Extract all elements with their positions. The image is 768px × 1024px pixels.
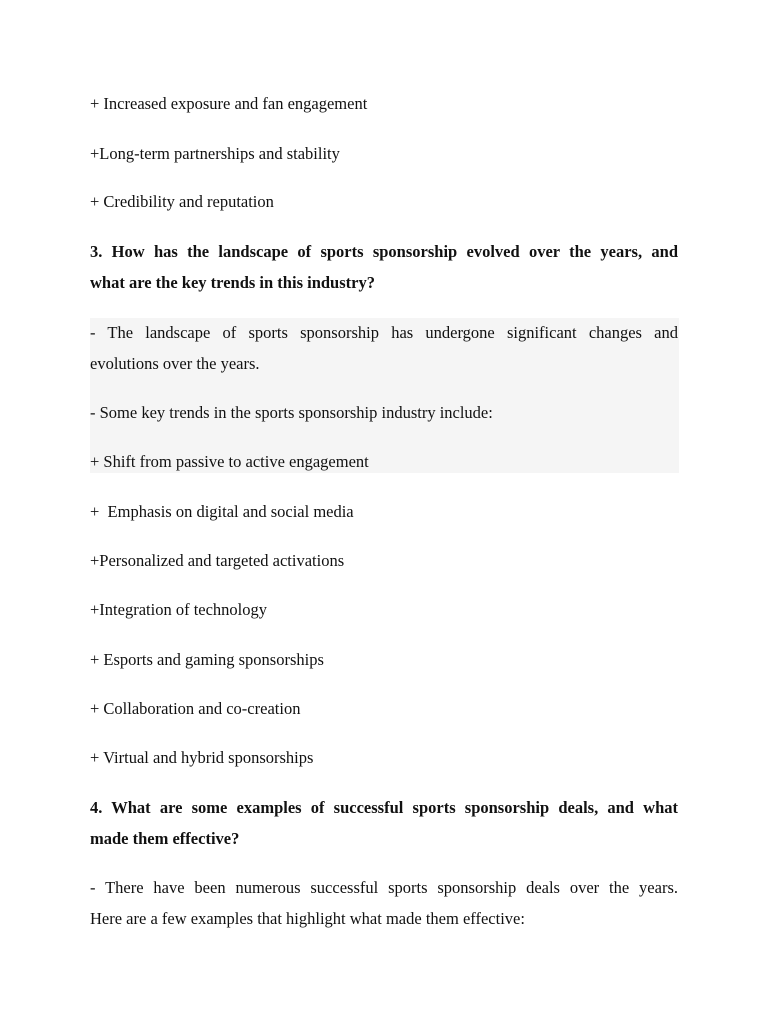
answer-3-line-1: - The landscape of sports sponsorship has undergone significant changes and <box>90 323 678 342</box>
answer-3-line-2: evolutions over the years. <box>90 354 260 373</box>
bullet-credibility: + Credibility and reputation <box>90 192 274 211</box>
answer-4-line-2: Here are a few examples that highlight what made them effective: <box>90 909 525 928</box>
bullet-exposure: + Increased exposure and fan engagement <box>90 94 368 113</box>
question-4-line-1: 4. What are some examples of successful sports sponsorship deals, and what <box>90 798 678 817</box>
question-3-line-1: 3. How has the landscape of sports sponsorship evolved over the years, and <box>90 242 678 261</box>
trend-esports: + Esports and gaming sponsorships <box>90 650 324 669</box>
trend-collaboration: + Collaboration and co-creation <box>90 699 301 718</box>
answer-4-line-1: - There have been numerous successful sports sponsorship deals over the years. <box>90 878 678 897</box>
trends-intro: - Some key trends in the sports sponsorship industry include: <box>90 403 493 422</box>
trend-virtual-hybrid: + Virtual and hybrid sponsorships <box>90 748 314 767</box>
trend-digital-social: + Emphasis on digital and social media <box>90 502 354 521</box>
question-3-line-2: what are the key trends in this industry? <box>90 273 375 292</box>
bullet-partnerships: +Long-term partnerships and stability <box>90 144 340 163</box>
question-4-line-2: made them effective? <box>90 829 240 848</box>
trend-active-engagement: + Shift from passive to active engagement <box>90 452 369 471</box>
trend-personalized: +Personalized and targeted activations <box>90 551 345 570</box>
trend-technology: +Integration of technology <box>90 600 268 619</box>
